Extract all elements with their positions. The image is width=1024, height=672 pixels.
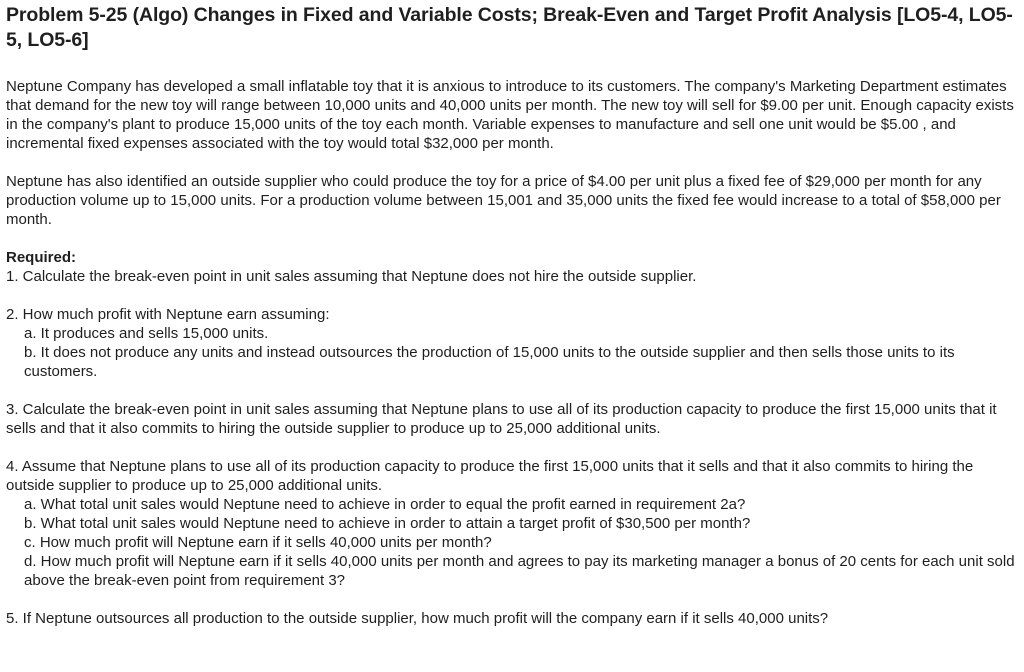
question-4c: c. How much profit will Neptune earn if it sells 40,000 units per month?: [24, 534, 492, 551]
question-3: 3. Calculate the break-even point in unit sales assuming that Neptune plans to use all of its production capacity to produce the first 15,000 units that it sells and that it also commits to hiring the outside supplier to produce up to 25,000 additional units.: [6, 401, 997, 437]
question-5-block: [6, 609, 1018, 628]
question-1: 1. Calculate the break-even point in unit sales assuming that Neptune does not hire the outside supplier.: [6, 268, 697, 285]
question-2: 2. How much profit with Neptune earn assuming:: [6, 306, 330, 323]
question-4b: b. What total unit sales would Neptune need to achieve in order to attain a target profit of $30,500 per month?: [24, 515, 751, 532]
intro-paragraph: Neptune Company has developed a small inflatable toy that it is anxious to introduce to its customers. The company's Marketing Department estimates that demand for the new toy will range between 10,000 units and 40,000 units per month. The new toy will sell for $9.00 per unit. Enough capacity exists in the company's plant to produce 15,000 units of the toy each month. Variable expenses to manufacture and sell one unit would be $5.00 , and incremental fixed expenses associated with the toy would total $32,000 per month.: [6, 78, 1014, 152]
problem-title: Problem 5-25 (Algo) Changes in Fixed and Variable Costs; Break-Even and Target Profit Analysis [LO5-4, LO5-5, LO5-6]: [6, 4, 1013, 51]
question-2-block: [6, 305, 1018, 381]
question-5: 5. If Neptune outsources all production to the outside supplier, how much profit will the company earn if it sells 40,000 units?: [6, 610, 829, 627]
required-label: Required:: [6, 249, 77, 266]
question-4d: d. How much profit will Neptune earn if it sells 40,000 units per month and agrees to pay its marketing manager a bonus of 20 cents for each unit sold above the break-even point from requirement 3?: [24, 553, 1015, 589]
question-3-block: [6, 400, 1018, 438]
question-4-subitems: [6, 495, 1018, 590]
question-4a: a. What total unit sales would Neptune need to achieve in order to equal the profit earned in requirement 2a?: [24, 496, 746, 513]
supplier-paragraph: Neptune has also identified an outside supplier who could produce the toy for a price of $4.00 per unit plus a fixed fee of $29,000 per month for any production volume up to 15,000 units. For a production volume between 15,001 and 35,000 units the fixed fee would increase to a total of $58,000 per month.: [6, 173, 1001, 228]
requirements-section: [6, 248, 1018, 628]
question-2b: b. It does not produce any units and instead outsources the production of 15,000 units to the outside supplier and then sells those units to its customers.: [24, 344, 955, 380]
question-4-block: [6, 457, 1018, 590]
question-2a: a. It produces and sells 15,000 units.: [24, 325, 269, 342]
question-2-subitems: [6, 324, 1018, 381]
question-4: 4. Assume that Neptune plans to use all of its production capacity to produce the first 15,000 units that it sells and that it also commits to hiring the outside supplier to produce up to 25,000 additional units.: [6, 458, 974, 494]
